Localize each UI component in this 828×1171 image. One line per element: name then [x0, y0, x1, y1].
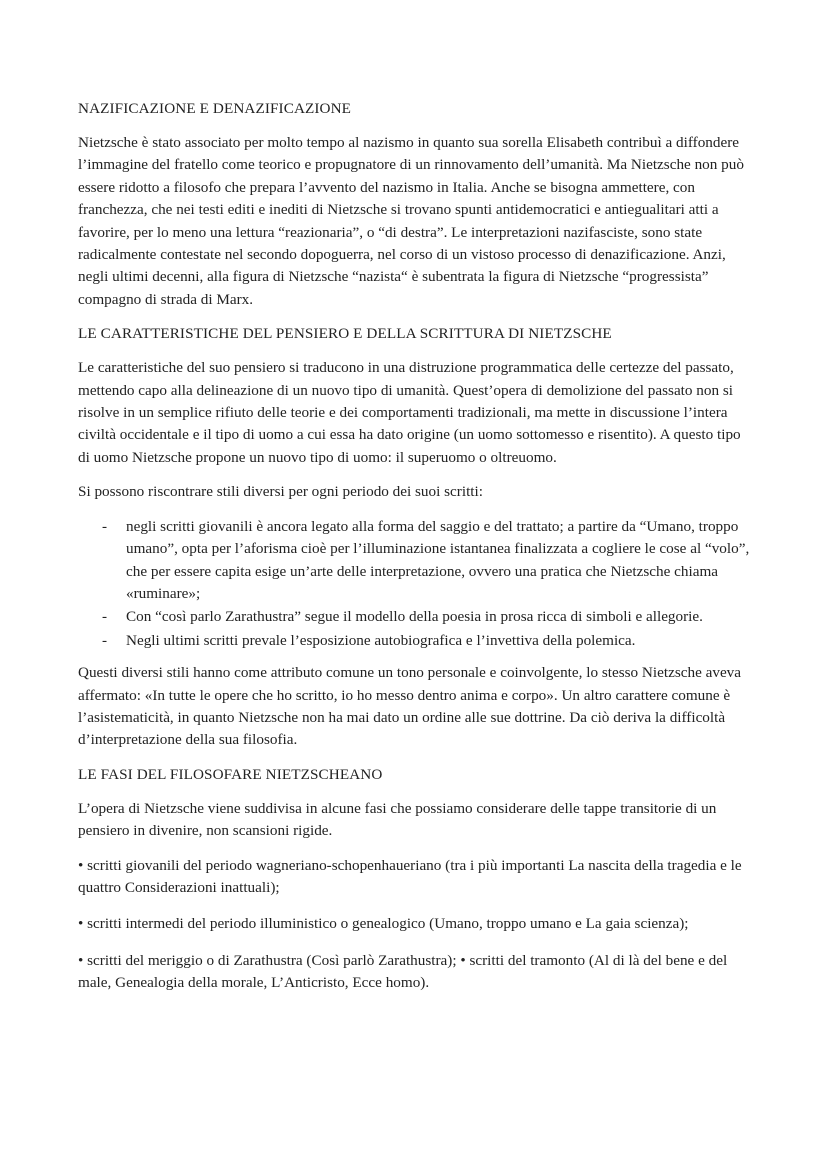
dash-marker: -: [102, 517, 108, 535]
list-item: [78, 630, 754, 652]
list-item-text: Negli ultimi scritti prevale l’esposizione autobiografica e l’invettiva della polemica.: [126, 631, 636, 649]
phase-item-meriggio-tramonto: • scritti del meriggio o di Zarathustra (Così parlò Zarathustra); • scritti del tramonto (Al di là del bene e del male, Genealogia della morale, L’Anticristo, Ecce homo).: [78, 951, 728, 992]
section-heading-caratteristiche: LE CARATTERISTICHE DEL PENSIERO E DELLA SCRITTURA DI NIETZSCHE: [78, 325, 612, 343]
styles-list: [78, 516, 754, 652]
list-item: [78, 516, 754, 606]
dash-marker: -: [102, 608, 108, 626]
phase-item-giovanili: • scritti giovanili del periodo wagneriano-schopenhaueriano (tra i più importanti La nascita della tragedia e le quattro Considerazioni inattuali);: [78, 856, 742, 896]
paragraph-stili: Si possono riscontrare stili diversi per ogni periodo dei suoi scritti:: [78, 483, 483, 501]
paragraph-caratteristiche-intro: Le caratteristiche del suo pensiero si traducono in una distruzione programmatica delle certezze del passato, mettendo capo alla delineazione di un nuovo tipo di umanità. Quest’opera di demolizione del passato non si risolve in un semplice rifiuto delle teorie e dei comportamenti tradizionali, ma mette in discussione l’intera civiltà occidentale e il tipo di uomo a cui essa ha dato origine (un uomo sottomesso e risentito). A questo tipo di uomo Nietzsche propone un nuovo tipo di uomo: il superuomo o oltreuomo.: [78, 359, 741, 466]
section-heading-nazificazione: NAZIFICAZIONE E DENAZIFICAZIONE: [78, 100, 352, 117]
section-heading-fasi: LE FASI DEL FILOSOFARE NIETZSCHEANO: [78, 765, 383, 783]
list-item-text: negli scritti giovanili è ancora legato alla forma del saggio e del trattato; a partire da “Umano, troppo umano”, opta per l’aforisma cioè per l’illuminazione istantanea finalizzata a cogliere le cose al “volo”, che per essere capita esige un’arte delle interpretazione, ovvero una pratica che Nietzsche chiama «ruminare»;: [126, 517, 750, 602]
paragraph-attributo-comune: Questi diversi stili hanno come attributo comune un tono personale e coinvolgente, lo stesso Nietzsche aveva affermato: «In tutte le opere che ho scritto, io ho messo dentro anima e corpo». Un altro carattere comune è l’asistematicità, in quanto Nietzsche non ha mai dato un ordine alle sue dottrine. Da ciò deriva la difficoltà d’interpretazione della sua filosofia.: [78, 664, 742, 749]
dash-marker: -: [102, 631, 108, 649]
list-item: [78, 606, 754, 628]
paragraph-fasi-intro: L’opera di Nietzsche viene suddivisa in alcune fasi che possiamo considerare delle tappe transitorie di un pensiero in divenire, non scansioni rigide.: [78, 799, 717, 840]
list-item-text: Con “così parlo Zarathustra” segue il modello della poesia in prosa ricca di simboli e allegorie.: [126, 608, 703, 626]
phase-item-intermedi: • scritti intermedi del periodo illuministico o genealogico (Umano, troppo umano e La gaia scienza);: [78, 915, 689, 933]
paragraph-nazificazione: Nietzsche è stato associato per molto tempo al nazismo in quanto sua sorella Elisabeth contribuì a diffondere l’immagine del fratello come teorico e propugnatore di un rinnovamento dell’umanità. Ma Nietzsche non può essere ridotto a filosofo che prepara l’avvento del nazismo in Italia. Anche se bisogna ammettere, con franchezza, che nei testi editi e inediti di Nietzsche si trovano spunti antidemocratici e antiegualitari atti a favorire, per lo meno una lettura “reazionaria”, o “di destra”. Le interpretazioni nazifasciste, sono state radicalmente contestate nel secondo dopoguerra, nel corso di un vistoso processo di denazificazione. Anzi, negli ultimi decenni, alla figura di Nietzsche “nazista“ è subentrata la figura di Nietzsche “progressista” compagno di strada di Marx.: [78, 134, 744, 308]
